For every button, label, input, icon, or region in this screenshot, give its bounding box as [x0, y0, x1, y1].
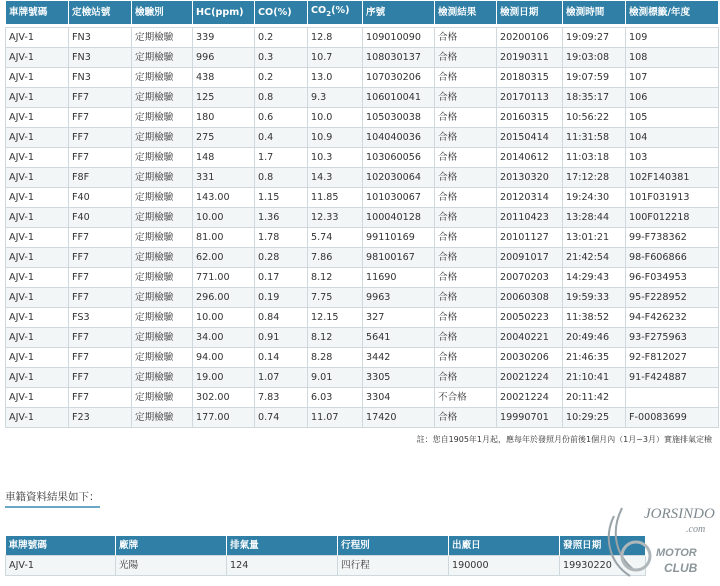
cell-plate: AJV-1 [6, 87, 69, 107]
cell-date: 20170113 [497, 87, 563, 107]
cell-time: 19:09:27 [563, 27, 626, 47]
cell-co: 0.74 [255, 407, 308, 427]
cell-serial: 17420 [363, 407, 435, 427]
cell-result: 不合格 [435, 387, 497, 407]
cell-type: 定期檢驗 [132, 127, 193, 147]
cell-plate: AJV-1 [6, 327, 69, 347]
cell-label: 104 [626, 127, 719, 147]
cell-label: 98-F606866 [626, 247, 719, 267]
cell-label: 93-F275963 [626, 327, 719, 347]
cell-co: 1.36 [255, 207, 308, 227]
cell-co2: 14.3 [308, 167, 363, 187]
cell-co: 0.17 [255, 267, 308, 287]
cell-date: 20091017 [497, 247, 563, 267]
cell-plate: AJV-1 [6, 207, 69, 227]
cell-label: 100F012218 [626, 207, 719, 227]
cell-label: F-00083699 [626, 407, 719, 427]
col-time-header: 檢測時間 [563, 1, 626, 25]
table-row [6, 27, 719, 47]
cell-co: 0.84 [255, 307, 308, 327]
cell-station: FF7 [69, 227, 132, 247]
reg-issue-date-value: 19930220 [560, 556, 646, 576]
cell-plate: AJV-1 [6, 267, 69, 287]
reg-brand-header: 廠牌 [116, 536, 227, 556]
cell-result: 合格 [435, 167, 497, 187]
cell-hc: 19.00 [193, 367, 255, 387]
cell-co: 7.83 [255, 387, 308, 407]
cell-time: 10:56:22 [563, 107, 626, 127]
cell-station: FF7 [69, 147, 132, 167]
inspection-note: 註：您自1905年1月起，應每年於發照月份前後1個月內（1月~3月）實施排氣定檢 [416, 434, 712, 444]
cell-station: FF7 [69, 327, 132, 347]
cell-serial: 99110169 [363, 227, 435, 247]
cell-time: 19:07:59 [563, 67, 626, 87]
watermark-line3: MOTOR [656, 547, 697, 559]
cell-time: 20:49:46 [563, 327, 626, 347]
cell-date: 20120314 [497, 187, 563, 207]
cell-result: 合格 [435, 147, 497, 167]
cell-plate: AJV-1 [6, 407, 69, 427]
cell-result: 合格 [435, 367, 497, 387]
reg-manufacture-header: 出廠日 [449, 536, 560, 556]
table-row [6, 207, 719, 227]
cell-station: FF7 [69, 387, 132, 407]
reg-stroke-value: 四行程 [338, 556, 449, 576]
col-result-header: 檢測結果 [435, 1, 497, 25]
table-row [6, 167, 719, 187]
cell-plate: AJV-1 [6, 307, 69, 327]
cell-co2: 9.3 [308, 87, 363, 107]
table-row [6, 87, 719, 107]
cell-label: 99-F738362 [626, 227, 719, 247]
cell-time: 21:42:54 [563, 247, 626, 267]
cell-serial: 103060056 [363, 147, 435, 167]
cell-serial: 3304 [363, 387, 435, 407]
cell-type: 定期檢驗 [132, 227, 193, 247]
col-type-header: 檢驗別 [132, 1, 193, 25]
col-plate-header: 車牌號碼 [6, 1, 69, 25]
cell-co: 0.4 [255, 127, 308, 147]
cell-result: 合格 [435, 247, 497, 267]
cell-co2: 7.75 [308, 287, 363, 307]
cell-co: 0.8 [255, 167, 308, 187]
cell-hc: 143.00 [193, 187, 255, 207]
cell-hc: 996 [193, 47, 255, 67]
cell-label: 102F140381 [626, 167, 719, 187]
cell-result: 合格 [435, 307, 497, 327]
cell-station: F40 [69, 207, 132, 227]
cell-serial: 106010041 [363, 87, 435, 107]
cell-date: 20101127 [497, 227, 563, 247]
cell-co2: 12.15 [308, 307, 363, 327]
cell-co2: 6.03 [308, 387, 363, 407]
cell-date: 20190311 [497, 47, 563, 67]
cell-date: 20021224 [497, 387, 563, 407]
cell-co2: 11.85 [308, 187, 363, 207]
cell-plate: AJV-1 [6, 47, 69, 67]
cell-result: 合格 [435, 207, 497, 227]
cell-co: 0.6 [255, 107, 308, 127]
cell-hc: 81.00 [193, 227, 255, 247]
cell-station: F40 [69, 187, 132, 207]
table-row [6, 247, 719, 267]
cell-label [626, 387, 719, 407]
reg-issue-date-header: 發照日期 [560, 536, 646, 556]
cell-time: 18:35:17 [563, 87, 626, 107]
cell-type: 定期檢驗 [132, 367, 193, 387]
cell-serial: 9963 [363, 287, 435, 307]
cell-plate: AJV-1 [6, 227, 69, 247]
registration-row [6, 556, 646, 576]
cell-serial: 11690 [363, 267, 435, 287]
cell-serial: 108030137 [363, 47, 435, 67]
cell-date: 20030206 [497, 347, 563, 367]
cell-co: 1.15 [255, 187, 308, 207]
cell-co2: 8.12 [308, 327, 363, 347]
cell-serial: 109010090 [363, 27, 435, 47]
cell-label: 92-F812027 [626, 347, 719, 367]
table-row [6, 47, 719, 67]
cell-label: 103 [626, 147, 719, 167]
table-row [6, 327, 719, 347]
cell-hc: 148 [193, 147, 255, 167]
cell-plate: AJV-1 [6, 367, 69, 387]
col-station-header: 定檢站號 [69, 1, 132, 25]
cell-hc: 10.00 [193, 307, 255, 327]
cell-station: FF7 [69, 267, 132, 287]
cell-time: 13:28:44 [563, 207, 626, 227]
cell-hc: 125 [193, 87, 255, 107]
cell-label: 107 [626, 67, 719, 87]
cell-time: 21:10:41 [563, 367, 626, 387]
cell-time: 11:31:58 [563, 127, 626, 147]
cell-result: 合格 [435, 127, 497, 147]
cell-station: FS3 [69, 307, 132, 327]
cell-co2: 5.74 [308, 227, 363, 247]
watermark-line1: JORSINDO [644, 506, 715, 522]
table-row [6, 307, 719, 327]
cell-result: 合格 [435, 347, 497, 367]
cell-station: FN3 [69, 67, 132, 87]
cell-date: 20140612 [497, 147, 563, 167]
cell-date: 19990701 [497, 407, 563, 427]
cell-plate: AJV-1 [6, 247, 69, 267]
cell-co: 1.07 [255, 367, 308, 387]
cell-co: 0.28 [255, 247, 308, 267]
cell-hc: 331 [193, 167, 255, 187]
cell-time: 13:01:21 [563, 227, 626, 247]
cell-co2: 11.07 [308, 407, 363, 427]
col-co2-header: $CO_2(\%)$ [308, 1, 363, 25]
table-row [6, 127, 719, 147]
reg-manufacture-value: 190000 [449, 556, 560, 576]
cell-result: 合格 [435, 27, 497, 47]
cell-co: 0.91 [255, 327, 308, 347]
col-date-header: 檢測日期 [497, 1, 563, 25]
cell-time: 11:38:52 [563, 307, 626, 327]
cell-date: 20150414 [497, 127, 563, 147]
cell-serial: 5641 [363, 327, 435, 347]
cell-type: 定期檢驗 [132, 387, 193, 407]
cell-station: F23 [69, 407, 132, 427]
cell-co: 0.19 [255, 287, 308, 307]
cell-time: 20:11:42 [563, 387, 626, 407]
cell-station: FF7 [69, 287, 132, 307]
registration-table [5, 536, 646, 576]
cell-plate: AJV-1 [6, 107, 69, 127]
cell-type: 定期檢驗 [132, 287, 193, 307]
cell-station: FF7 [69, 367, 132, 387]
cell-hc: 94.00 [193, 347, 255, 367]
cell-result: 合格 [435, 407, 497, 427]
cell-co: 1.7 [255, 147, 308, 167]
cell-result: 合格 [435, 287, 497, 307]
cell-co: 0.2 [255, 27, 308, 47]
cell-plate: AJV-1 [6, 387, 69, 407]
cell-co2: 10.3 [308, 147, 363, 167]
cell-hc: 302.00 [193, 387, 255, 407]
table-row [6, 407, 719, 427]
cell-plate: AJV-1 [6, 347, 69, 367]
cell-hc: 34.00 [193, 327, 255, 347]
cell-plate: AJV-1 [6, 27, 69, 47]
cell-type: 定期檢驗 [132, 307, 193, 327]
cell-hc: 177.00 [193, 407, 255, 427]
table-row [6, 287, 719, 307]
cell-serial: 98100167 [363, 247, 435, 267]
reg-plate-value: AJV-1 [6, 556, 116, 576]
cell-time: 19:24:30 [563, 187, 626, 207]
inspection-table [5, 0, 719, 428]
cell-station: F8F [69, 167, 132, 187]
cell-co2: 13.0 [308, 67, 363, 87]
cell-hc: 771.00 [193, 267, 255, 287]
cell-label: 109 [626, 27, 719, 47]
cell-date: 20070203 [497, 267, 563, 287]
reg-displacement-header: 排氣量 [227, 536, 338, 556]
cell-serial: 3442 [363, 347, 435, 367]
cell-co2: 7.86 [308, 247, 363, 267]
cell-type: 定期檢驗 [132, 87, 193, 107]
cell-plate: AJV-1 [6, 67, 69, 87]
cell-serial: 104040036 [363, 127, 435, 147]
cell-result: 合格 [435, 267, 497, 287]
watermark-line2: .com [686, 524, 706, 535]
cell-station: FF7 [69, 87, 132, 107]
cell-type: 定期檢驗 [132, 147, 193, 167]
cell-date: 20180315 [497, 67, 563, 87]
jorsindo-watermark-logo [600, 496, 718, 586]
watermark-line4: CLUB [664, 561, 698, 575]
cell-plate: AJV-1 [6, 147, 69, 167]
cell-co: 1.78 [255, 227, 308, 247]
cell-type: 定期檢驗 [132, 167, 193, 187]
cell-time: 10:29:25 [563, 407, 626, 427]
cell-hc: 180 [193, 107, 255, 127]
cell-serial: 105030038 [363, 107, 435, 127]
cell-plate: AJV-1 [6, 287, 69, 307]
cell-co2: 8.12 [308, 267, 363, 287]
cell-plate: AJV-1 [6, 187, 69, 207]
cell-label: 106 [626, 87, 719, 107]
cell-date: 20130320 [497, 167, 563, 187]
reg-plate-header: 車牌號碼 [6, 536, 116, 556]
cell-result: 合格 [435, 67, 497, 87]
cell-result: 合格 [435, 327, 497, 347]
reg-stroke-header: 行程別 [338, 536, 449, 556]
cell-serial: 327 [363, 307, 435, 327]
cell-co2: 12.8 [308, 27, 363, 47]
cell-station: FN3 [69, 27, 132, 47]
cell-time: 14:29:43 [563, 267, 626, 287]
cell-date: 20040221 [497, 327, 563, 347]
inspection-section [5, 0, 718, 447]
cell-co2: 9.01 [308, 367, 363, 387]
cell-hc: 62.00 [193, 247, 255, 267]
cell-label: 94-F426232 [626, 307, 719, 327]
cell-co: 0.8 [255, 87, 308, 107]
cell-time: 21:46:35 [563, 347, 626, 367]
col-hc-header: HC(ppm) [193, 1, 255, 25]
registration-section-title: 車籍資料結果如下： [5, 489, 100, 508]
cell-result: 合格 [435, 227, 497, 247]
cell-co: 0.3 [255, 47, 308, 67]
col-label-header: 檢測標籤/年度 [626, 1, 719, 25]
cell-result: 合格 [435, 107, 497, 127]
table-row [6, 367, 719, 387]
cell-co: 0.2 [255, 67, 308, 87]
cell-label: 101F031913 [626, 187, 719, 207]
cell-type: 定期檢驗 [132, 67, 193, 87]
cell-label: 96-F034953 [626, 267, 719, 287]
cell-label: 95-F228952 [626, 287, 719, 307]
table-row [6, 227, 719, 247]
inspection-table-body [6, 24, 719, 427]
cell-serial: 100040128 [363, 207, 435, 227]
cell-type: 定期檢驗 [132, 267, 193, 287]
cell-type: 定期檢驗 [132, 107, 193, 127]
cell-result: 合格 [435, 187, 497, 207]
cell-date: 20021224 [497, 367, 563, 387]
cell-type: 定期檢驗 [132, 347, 193, 367]
cell-time: 19:59:33 [563, 287, 626, 307]
cell-result: 合格 [435, 87, 497, 107]
cell-hc: 438 [193, 67, 255, 87]
cell-station: FF7 [69, 347, 132, 367]
reg-displacement-value: 124 [227, 556, 338, 576]
table-row [6, 187, 719, 207]
cell-type: 定期檢驗 [132, 407, 193, 427]
cell-type: 定期檢驗 [132, 207, 193, 227]
cell-hc: 275 [193, 127, 255, 147]
cell-serial: 101030067 [363, 187, 435, 207]
cell-plate: AJV-1 [6, 167, 69, 187]
table-row [6, 67, 719, 87]
cell-label: 105 [626, 107, 719, 127]
cell-hc: 10.00 [193, 207, 255, 227]
cell-date: 20200106 [497, 27, 563, 47]
cell-time: 19:03:08 [563, 47, 626, 67]
cell-date: 20110423 [497, 207, 563, 227]
cell-station: FN3 [69, 47, 132, 67]
table-row [6, 147, 719, 167]
inspection-header-row [6, 1, 719, 25]
table-row [6, 347, 719, 367]
cell-station: FF7 [69, 127, 132, 147]
cell-date: 20050223 [497, 307, 563, 327]
cell-date: 20160315 [497, 107, 563, 127]
cell-co: 0.14 [255, 347, 308, 367]
cell-serial: 3305 [363, 367, 435, 387]
cell-label: 108 [626, 47, 719, 67]
cell-type: 定期檢驗 [132, 327, 193, 347]
cell-type: 定期檢驗 [132, 187, 193, 207]
cell-co2: 8.28 [308, 347, 363, 367]
cell-date: 20060308 [497, 287, 563, 307]
reg-brand-value: 光陽 [116, 556, 227, 576]
table-row [6, 387, 719, 407]
table-row [6, 107, 719, 127]
cell-station: FF7 [69, 247, 132, 267]
col-co-header: CO(%) [255, 1, 308, 25]
cell-co2: 10.7 [308, 47, 363, 67]
cell-result: 合格 [435, 47, 497, 67]
cell-type: 定期檢驗 [132, 247, 193, 267]
cell-co2: 10.9 [308, 127, 363, 147]
cell-station: FF7 [69, 107, 132, 127]
cell-hc: 339 [193, 27, 255, 47]
cell-hc: 296.00 [193, 287, 255, 307]
cell-time: 17:12:28 [563, 167, 626, 187]
cell-co2: 12.33 [308, 207, 363, 227]
cell-label: 91-F424887 [626, 367, 719, 387]
cell-co2: 10.0 [308, 107, 363, 127]
cell-type: 定期檢驗 [132, 47, 193, 67]
col-serial-header: 序號 [363, 1, 435, 25]
cell-plate: AJV-1 [6, 127, 69, 147]
cell-time: 11:03:18 [563, 147, 626, 167]
registration-header-row [6, 536, 646, 556]
cell-serial: 102030064 [363, 167, 435, 187]
table-row [6, 267, 719, 287]
cell-type: 定期檢驗 [132, 27, 193, 47]
cell-serial: 107030206 [363, 67, 435, 87]
